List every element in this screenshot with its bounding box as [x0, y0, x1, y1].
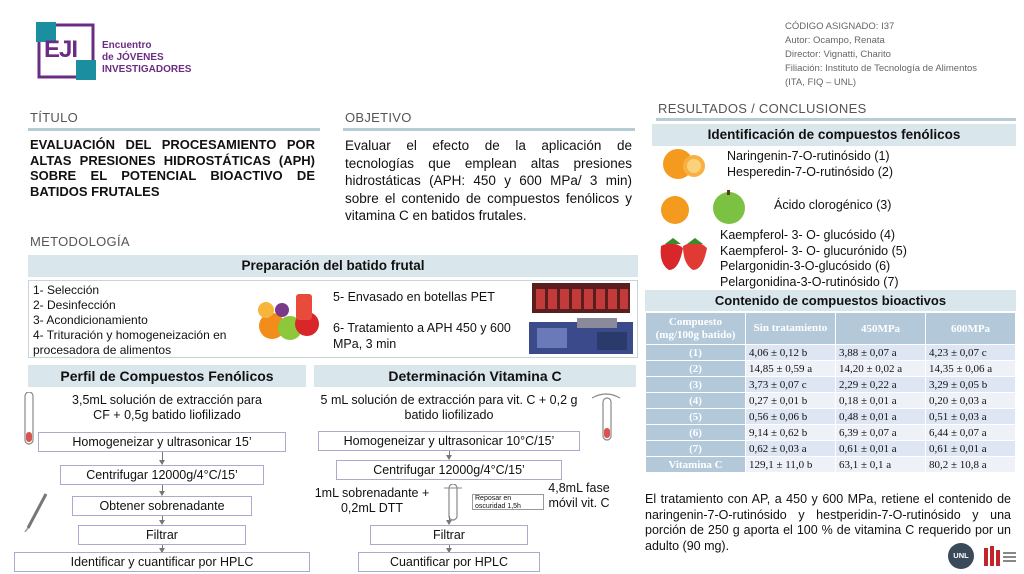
- event-logo: [30, 20, 200, 84]
- vitc-supernatant-dtt: 1mL sobrenadante + 0,2mL DTT: [314, 486, 430, 515]
- arrow: [162, 516, 163, 524]
- row-label: (4): [646, 393, 746, 409]
- cell: 3,73 ± 0,07 c: [746, 377, 836, 393]
- affiliation-detail: (ITA, FIQ – UNL): [785, 77, 857, 88]
- cell: 6,44 ± 0,07 a: [926, 425, 1016, 441]
- compounds-1-2: [727, 148, 893, 180]
- row-label: (1): [646, 345, 746, 361]
- bioactive-table: [645, 312, 1016, 473]
- cell: 0,56 ± 0,06 b: [746, 409, 836, 425]
- table-row: [646, 377, 1016, 393]
- header-450mpa: 450MPa: [836, 313, 926, 345]
- table-row: [646, 345, 1016, 361]
- compound-5: Kaempferol- 3- O- glucurónido (5): [720, 243, 907, 258]
- bioactive-table-title: Contenido de compuestos bioactivos: [645, 290, 1016, 311]
- phenolic-intro: 3,5mL solución de extracción para CF + 0,5g batido liofilizado: [72, 393, 262, 422]
- step-2: 2- Desinfección: [33, 298, 116, 312]
- table-row: [646, 441, 1016, 457]
- arrow: [449, 451, 450, 459]
- vitc-dark-rest-label: Reposar en oscuridad 1,5h: [472, 494, 544, 510]
- row-label: Vitamina C: [646, 457, 746, 473]
- table-row: [646, 425, 1016, 441]
- compound-6: Pelargonidin-3-O-glucósido (6): [720, 259, 891, 273]
- vitc-title: Determinación Vitamina C: [314, 365, 636, 387]
- logo-mark: [36, 22, 96, 80]
- poster-title: EVALUACIÓN DEL PROCESAMIENTO POR ALTAS PRESIONES HIDROSTÁTICAS (APH) SOBRE EL POTENCIAL BIOACTIVO DE BATIDOS FRUTALES: [30, 137, 315, 199]
- results-underline: [656, 118, 1016, 121]
- cell: 6,39 ± 0,07 a: [836, 425, 926, 441]
- test-tube-icon: [22, 392, 36, 447]
- cell: 80,2 ± 10,8 a: [926, 457, 1016, 473]
- pipette-icon: [22, 492, 50, 532]
- header-compound: Compuesto (mg/100g batido): [646, 313, 746, 345]
- phenolic-title: Perfil de Compuestos Fenólicos: [28, 365, 306, 387]
- vitc-tube-icon: [442, 484, 464, 524]
- prep-title: Preparación del batido frutal: [28, 255, 638, 277]
- vitc-step-centrifuge: Centrifugar 12000g/4°C/15’: [336, 460, 562, 480]
- logo-text: [102, 40, 191, 76]
- cell: 4,23 ± 0,07 c: [926, 345, 1016, 361]
- phenolic-step-hplc: Identificar y cuantificar por HPLC: [14, 552, 310, 572]
- compound-3: Ácido clorogénico (3): [774, 198, 892, 212]
- phenolic-step-supernatant: Obtener sobrenadante: [72, 496, 252, 516]
- phenolic-step-centrifuge: Centrifugar 12000g/4°C/15’: [60, 465, 264, 485]
- table-row: [646, 393, 1016, 409]
- hpp-machine-image: [527, 314, 635, 358]
- section-results-label: RESULTADOS / CONCLUSIONES: [658, 101, 867, 116]
- header-untreated: Sin tratamiento: [746, 313, 836, 345]
- step-1: 1- Selección: [33, 283, 100, 297]
- logo-line2: de JÓVENES: [102, 52, 164, 63]
- arrow: [162, 485, 163, 495]
- cell: 14,20 ± 0,02 a: [836, 361, 926, 377]
- section-objective-label: OBJETIVO: [345, 110, 412, 125]
- conclusion-text: El tratamiento con AP, a 450 y 600 MPa, retiene el contenido de naringenin-7-O-rutinósido y hestperidin-7-O-rutinósido y una porción de 250 g aporta el 100 % de vitamina C requerido por un adulto (90 mg).: [645, 492, 1011, 553]
- identification-title: Identificación de compuestos fenólicos: [652, 124, 1016, 146]
- prep-steps: [33, 283, 253, 358]
- orange-image: [658, 148, 706, 180]
- strawberry-image: [655, 236, 711, 274]
- pet-bottles-image: [532, 283, 630, 313]
- cell: 0,20 ± 0,03 a: [926, 393, 1016, 409]
- director: Director: Vignatti, Charito: [785, 49, 891, 60]
- table-row: [646, 457, 1016, 473]
- table-row: [646, 409, 1016, 425]
- assigned-code: CÓDIGO ASIGNADO: I37: [785, 21, 895, 32]
- cell: 2,29 ± 0,22 a: [836, 377, 926, 393]
- arrow: [449, 516, 450, 524]
- vitc-step-homogenize: Homogeneizar y ultrasonicar 10°C/15’: [318, 431, 580, 451]
- step-3: 3- Acondicionamiento: [33, 313, 148, 327]
- compound-4: Kaempferol- 3- O- glucósido (4): [720, 228, 896, 242]
- cell: 0,61 ± 0,01 a: [836, 441, 926, 457]
- author: Autor: Ocampo, Renata: [785, 35, 885, 46]
- phenolic-step-filter: Filtrar: [78, 525, 246, 545]
- author-info: [785, 20, 977, 90]
- vitc-step-filter: Filtrar: [370, 525, 528, 545]
- compound-1: Naringenin-7-O-rutinósido (1): [727, 149, 890, 163]
- affiliation: Filiación: Instituto de Tecnología de Alimentos: [785, 63, 978, 74]
- cell: 3,29 ± 0,05 b: [926, 377, 1016, 393]
- title-underline: [28, 128, 320, 131]
- section-methodology-label: METODOLOGÍA: [30, 234, 130, 249]
- cell: 0,51 ± 0,03 a: [926, 409, 1016, 425]
- row-label: (6): [646, 425, 746, 441]
- cell: 9,14 ± 0,62 b: [746, 425, 836, 441]
- row-label: (5): [646, 409, 746, 425]
- step-6: 6- Tratamiento a APH 450 y 600 MPa, 3 min: [333, 321, 511, 351]
- vitc-intro: 5 mL solución de extracción para vit. C + 0,2 g batido liofilizado: [320, 393, 578, 422]
- cell: 0,18 ± 0,01 a: [836, 393, 926, 409]
- cell: 4,06 ± 0,12 b: [746, 345, 836, 361]
- table-row: [646, 361, 1016, 377]
- cell: 0,61 ± 0,01 a: [926, 441, 1016, 457]
- compound-2: Hesperedin-7-O-rutinósido (2): [727, 165, 894, 179]
- cell: 63,1 ± 0,1 a: [836, 457, 926, 473]
- step-5: 5- Envasado en botellas PET: [333, 290, 495, 304]
- objective-underline: [343, 128, 635, 131]
- vitc-mobile-phase: 4,8mL fase móvil vit. C: [548, 481, 610, 510]
- arrow: [162, 452, 163, 464]
- section-title-label: TÍTULO: [30, 110, 79, 125]
- cell: 3,88 ± 0,07 a: [836, 345, 926, 361]
- logo-letters: EJI: [44, 36, 78, 63]
- vitc-step-hplc: Cuantificar por HPLC: [358, 552, 540, 572]
- logo-line3: INVESTIGADORES: [102, 64, 192, 75]
- cell: 14,85 ± 0,59 a: [746, 361, 836, 377]
- cell: 0,62 ± 0,03 a: [746, 441, 836, 457]
- cell: 129,1 ± 11,0 b: [746, 457, 836, 473]
- header-600mpa: 600MPa: [926, 313, 1016, 345]
- cell: 0,27 ± 0,01 b: [746, 393, 836, 409]
- logo-line1: Encuentro: [102, 40, 152, 51]
- row-label: (3): [646, 377, 746, 393]
- step-4: 4- Trituración y homogeneización en procesadora de alimentos: [33, 328, 227, 357]
- objective-text: Evaluar el efecto de la aplicación de tecnologías que emplean altas presiones hidrostáticas (APH: 450 y 600 MPa/ 3 min) sobre el contenido de compuestos fenólicos y vitamina C en batidos frutales.: [345, 138, 632, 223]
- phenolic-step-homogenize: Homogeneizar y ultrasonicar 15’: [38, 432, 286, 452]
- arrow: [162, 545, 163, 552]
- arrow: [449, 545, 450, 552]
- compounds-4-7: [720, 228, 907, 290]
- cell: 14,35 ± 0,06 a: [926, 361, 1016, 377]
- compound-7: Pelargonidina-3-O-rutinósido (7): [720, 274, 899, 289]
- fruit-image: [252, 288, 327, 343]
- unl-logo: UNL: [948, 543, 974, 569]
- vitc-test-tube-icon: [590, 392, 624, 442]
- orange-apple-image: [655, 190, 755, 226]
- cell: 0,48 ± 0,01 a: [836, 409, 926, 425]
- row-label: (2): [646, 361, 746, 377]
- faculty-logo: [982, 544, 1018, 568]
- row-label: (7): [646, 441, 746, 457]
